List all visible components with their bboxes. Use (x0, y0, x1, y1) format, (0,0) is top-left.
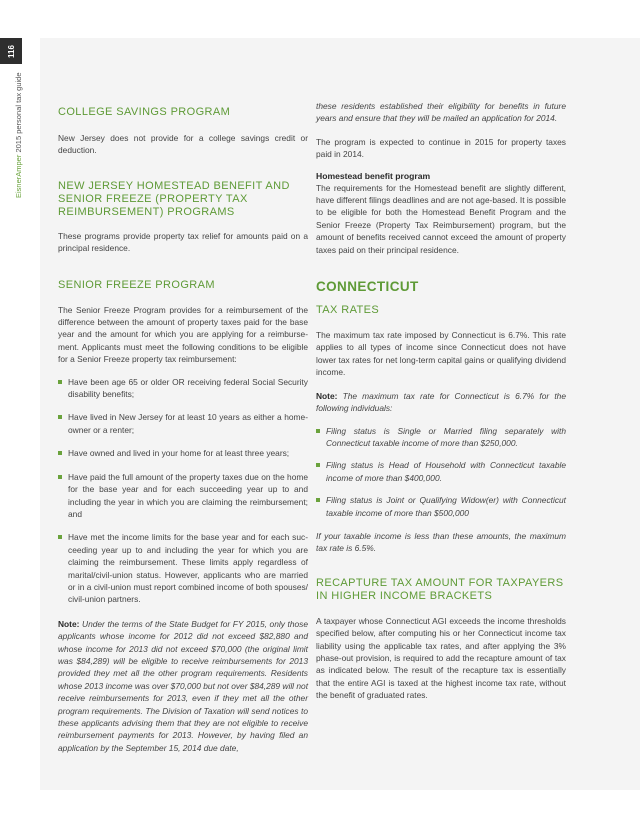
homestead-text: These programs provide property tax relief for amounts paid on a principal residence. (58, 230, 308, 254)
note-label: Note: (316, 390, 338, 401)
guide-title: 2015 personal tax guide (14, 72, 23, 153)
left-column (58, 100, 308, 754)
list-item: Have lived in New Jersey for at least 10 years as either a homeowner or a renter; (58, 411, 308, 436)
senior-freeze-note (58, 618, 308, 754)
senior-freeze-intro: The Senior Freeze Program provides for a reimbursement of the difference between the amount of property taxes paid for the base year and the amount for which you are applying for a reimbursement. Applicants must meet the following conditions to be eligible for a Senior Freeze property tax reimbursement: (58, 304, 308, 365)
connecticut-filing-statuses (316, 425, 566, 519)
recapture-heading: RECAPTURE TAX AMOUNT FOR TAXPAYERS IN HIGHER INCOME BRACKETS (316, 576, 564, 602)
tax-rates-text: The maximum tax rate imposed by Connecticut is 6.7%. This rate applies to all types of income since Connecticut does not have lower tax rates for net long-term capital gains or qualifying dividend income. (316, 330, 566, 378)
list-item: Filing status is Single or Married filing separately with Connecticut taxable income of more than $250,000. (316, 425, 566, 450)
homestead-heading: NEW JERSEY HOMESTEAD BENEFIT AND SENIOR FREEZE (PROPERTY TAX REIMBURSEMENT) PROGRAMS (58, 179, 290, 218)
homestead-benefit-text: The requirements for the Homestead benefit are slightly different, have different filings deadlines and are not age-based. It is possible to be eligible for both the Homestead Benefit Program and the Senior Freeze (Property Tax Reimbursement) program, but the amount of benefits received cannot exceed the amount of property taxes paid on their principal residence. (316, 182, 566, 255)
college-savings-heading: COLLEGE SAVINGS PROGRAM (58, 106, 231, 118)
side-strip (0, 0, 22, 828)
homestead-benefit-heading: Homestead benefit program (316, 170, 431, 181)
list-item: Have met the income limits for the base year and for each succeeding year up to and including the year for which you are claiming the reimbursement. These limits apply regardless of marital/civil-union status. However, applicants who are married or in a civil-union must report combined income of both spouses/ civil-union partners. (58, 531, 308, 605)
senior-freeze-heading: SENIOR FREEZE PROGRAM (58, 278, 215, 291)
connecticut-closing-text: If your taxable income is less than these amounts, the maximum tax rate is 6.5%. (316, 530, 566, 554)
list-item: Have paid the full amount of the property taxes due on the home for the base year and for each succeeding year up to and including the year in which you are claiming the reimbursement; and (58, 471, 308, 521)
page-number-badge (0, 38, 22, 64)
college-savings-text: New Jersey does not provide for a college savings credit or deduction. (58, 133, 308, 156)
senior-freeze-conditions (58, 376, 308, 606)
right-column (316, 100, 566, 702)
connecticut-note (316, 390, 566, 415)
continued-text: these residents established their eligibility for benefits in future years and ensure that they will be mailed an application for 2014. (316, 101, 566, 124)
running-header (14, 72, 23, 198)
tax-rates-heading: TAX RATES (316, 304, 380, 317)
program-expected-text: The program is expected to continue in 2015 for property taxes paid in 2014. (316, 136, 566, 160)
note-label: Note: (58, 618, 80, 629)
list-item: Filing status is Head of Household with Connecticut taxable income of more than $400,000. (316, 459, 566, 484)
connecticut-heading: CONNECTICUT (316, 279, 419, 295)
list-item: Filing status is Joint or Qualifying Widow(er) with Connecticut taxable income of more than $500,000 (316, 494, 566, 519)
note-text: The maximum tax rate for Connecticut is 6.7% for the following individuals: (316, 390, 566, 414)
brand-name: EisnerAmper (14, 154, 23, 198)
page-number: 116 (6, 44, 16, 58)
list-item: Have owned and lived in your home for at least three years; (58, 447, 308, 459)
note-text: Under the terms of the State Budget for FY 2015, only those applicants whose income for 2012 did not exceed $82,880 and whose income for 2013 did not exceed $70,000 (the original limit was $84,289) will be eligible to receive reimbursements for 2013 provided they met all the other program requirements. Residents whose 2013 income was over $70,000 but not over $84,289 will not receive reimbursements for 2013, even if they met all the other program requirements. The Division of Taxation will send notices to these applicants advising them that they are not eligible to receive reimbursement payments for 2013. However, by having filed an application by the September 15, 2014 due date, (58, 618, 309, 753)
recapture-text: A taxpayer whose Connecticut AGI exceeds the income thresholds specified below, after computing his or her Connecticut income tax liability using the applicable tax rates, and after applying the 3% phase-out provision, is required to add the recapture amount of tax as indicated below. The result of the recapture tax is essentially that the entire AGI is taxed at the highest income tax rate, without the benefit of graduated rates. (316, 615, 566, 701)
list-item: Have been age 65 or older OR receiving federal Social Security disability benefits; (58, 376, 308, 401)
